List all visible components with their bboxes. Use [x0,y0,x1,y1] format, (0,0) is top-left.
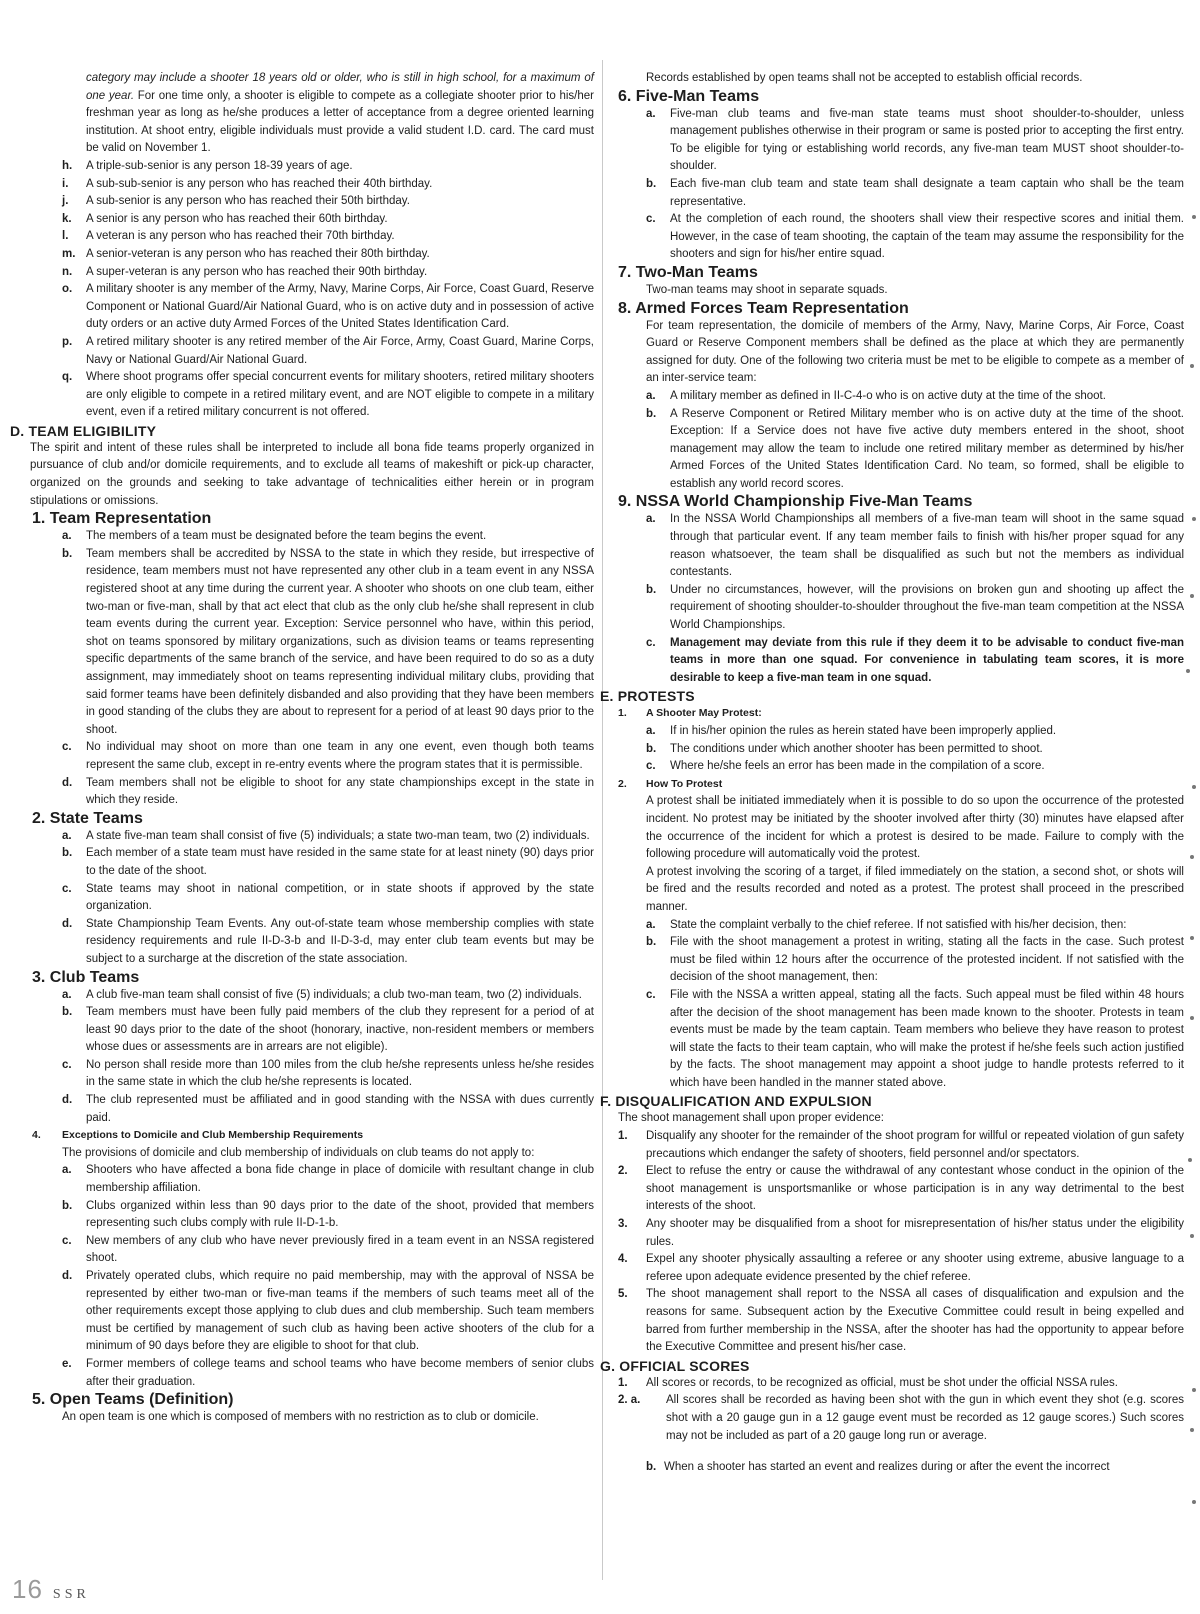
subheading-exceptions: 4. Exceptions to Domicile and Club Membership Requirements [32,1129,364,1142]
list-item: d. Privately operated clubs, which require no paid membership, may with the approval of NSSA be represented by either two-man or five-man teams if the members of such teams meet all of the other requirements except those applying to club dues and club membership. Such team members must be certified by management of such club as having been active shooters of the club for a minimum of 90 days before they are eligible to shoot for that club. [62,1270,594,1353]
how-to-protest-paragraph-1: A protest shall be initiated immediately when it is possible to do so upon the occurrence of the protested incident. No protest may be initiated by the shooter involved after thirty (30) minutes have elapsed after the occurrence of the incident for which a protest is desired to be made. Failure to comply with the following procedure will automatically void the protest. [646,795,1184,861]
margin-mark [1190,594,1194,598]
subheading-team-representation: 1. Team Representation [32,510,212,528]
list-item: 1. All scores or records, to be recognized as official, must be shot under the official NSSA rules. [618,1376,1118,1389]
publication-name: SSR [52,1587,90,1602]
team-eligibility-intro: The spirit and intent of these rules shall be interpreted to include all bona fide teams properly organized in pursuance of club and/or domicile requirements, and to exclude all teams of makeshift or pick-up character, organized on the grounds and seeking to take advantage of technicalities either herein or in program stipulations or omissions. [30,441,594,507]
list-item: b. A Reserve Component or Retired Military member who is on active duty at the time of the shoot. Exception: If a Service does not have five active duty members entered in the shoot, shoot management may allow the team to include one retired military member as determined by his/her Armed Forces of the United States Identification Card. No team, so formed, shall be eligible to establish any world record scores. [646,407,1184,490]
list-item: 3. Any shooter may be disqualified from a shoot for misrepresentation of his/her status under the eligibility rules. [618,1218,1184,1248]
list-item: q. Where shoot programs offer special concurrent events for military shooters, retired military shooters are only eligible to compete in a retired military event, and are NOT eligible to compete in a military event, even if a retired military concurrent is not offered. [62,371,594,419]
list-item: c. Management may deviate from this rule if they deem it to be advisable to conduct five-man teams in more than one squad. For convenience in tabulating team scores, it is more desirable to keep a five-man team in one squad. [646,636,1184,684]
column-divider [602,60,603,1580]
margin-mark [1190,1016,1194,1020]
margin-mark [1190,1428,1194,1432]
subheading-two-man-teams: 7. Two-Man Teams [618,263,758,281]
subheading-open-teams: 5. Open Teams (Definition) [32,1391,234,1409]
margin-mark [1192,1388,1196,1392]
margin-mark [1192,517,1196,521]
subheading-club-teams: 3. Club Teams [32,968,140,986]
exceptions-intro: The provisions of domicile and club membership of individuals on club teams do not apply to: [62,1146,535,1159]
subheading-five-man-teams: 6. Five-Man Teams [618,87,760,105]
margin-mark [1190,364,1194,368]
list-item: a. If in his/her opinion the rules as herein stated have been improperly applied. [646,725,1057,737]
margin-mark [1192,785,1196,789]
list-item: d. Team members shall not be eligible to shoot for any state championships except in the state in which they reside. [62,776,594,807]
list-item: b. Under no circumstances, however, will the provisions on broken gun and shooting up affect the requirement of shooting shoulder-to-shoulder throughout the five-man team competition at the NSSA World Championships. [646,583,1184,632]
list-item: 5. The shoot management shall report to the NSSA all cases of disqualification and expulsion and the reasons for same. Subsequent action by the Executive Committee could result in being expelled and barred from further membership in the NSSA, after the shooter has had the opportunity to appear before the Executive Committee and present his/her case. [618,1288,1184,1354]
list-item: 2. a. All scores shall be recorded as having been shot with the gun in which event they shot (e.g. scores shot with a 20 gauge gun in a 12 gauge event must be recorded as 12 gauge scores.) Such scores may not be included as part of a 20 gauge long run or average. [618,1394,1184,1442]
list-item: a. The members of a team must be designated before the team begins the event. [62,530,487,543]
list-item: a. A club five-man team shall consist of five (5) individuals; a club two-man team, two (2) individuals. [62,988,582,1001]
margin-mark [1190,936,1194,940]
list-item: b. Each member of a state team must have resided in the same state for at least ninety (90) days prior to the date of the shoot. [62,847,594,877]
right-column [600,70,1184,1477]
list-item: a. Five-man club teams and five-man state teams must shoot shoulder-to-shoulder, unless management publishes otherwise in their program or same is posted prior to accepting the first entry. To be eligible for tying or establishing world records, any five-man team MUST shoot shoulder-to-shoulder. [646,107,1184,173]
list-item: a. A state five-man team shall consist of five (5) individuals; a state two-man team, two (2) individuals. [62,829,590,842]
margin-mark [1190,855,1194,859]
list-item: a. State the complaint verbally to the chief referee. If not satisfied with his/her decision, then: [646,918,1127,931]
list-item: e. Former members of college teams and school teams who have become members of senior clubs after their graduation. [62,1357,594,1388]
list-item: c. New members of any club who have never previously fired in a team event in an NSSA registered shoot. [62,1234,594,1265]
subheading-how-to-protest: 2. How To Protest [618,777,723,790]
subheading-world-championship: 9. NSSA World Championship Five-Man Teams [618,493,973,511]
list-item: c. No person shall reside more than 100 miles from the club he/she represents unless he/she resides in the same state in which the club he/she represents is located. [62,1058,594,1089]
list-item: i. A sub-sub-senior is any person who has reached their 40th birthday. [62,177,433,190]
intro-paragraph [10,70,594,158]
list-item: a. A military member as defined in II-C-4-o who is on active duty at the time of the shoot. [646,389,1106,402]
section-heading-protests: E. PROTESTS [600,688,695,705]
list-item: n. A super-veteran is any person who has reached their 90th birthday. [62,265,428,278]
list-item: a. Shooters who have affected a bona fide change in place of domicile with resultant change in club membership affiliation. [62,1164,594,1195]
margin-mark [1192,1500,1196,1504]
class-list [10,158,594,422]
page-footer [12,1574,90,1605]
list-item: c. At the completion of each round, the shooters shall view their respective scores and initial them. However, in the case of team shooting, the captain of the team may assume the responsibility for the shooters and sign for his/her entire squad. [646,213,1184,261]
list-item: b. Each five-man club team and state team shall designate a team captain who shall be the team representative. [646,177,1184,208]
list-item: 1. Disqualify any shooter for the remainder of the shoot program for willful or repeated violation of gun safety precautions which endanger the safety of shooters, field personnel and/or spectators. [618,1130,1184,1160]
list-item: b. When a shooter has started an event and realizes during or after the event the incorrect [646,1461,1110,1474]
list-item: a. In the NSSA World Championships all members of a five-man team will shoot in the same squad through that particular event. If any team member fails to finish with his/her proper squad for any reason whatsoever, the team shall be disqualified as such but not the members as individual contestants. [646,513,1184,579]
margin-mark [1186,669,1190,673]
disqualification-intro: The shoot management shall upon proper evidence: [618,1112,884,1125]
list-item: 4. Expel any shooter physically assaulting a referee or any shooter using extreme, abusive language to a referee upon adequate evidence presented by the chief referee. [618,1253,1184,1283]
margin-mark [1188,1158,1192,1162]
page-number: 16 [12,1574,43,1604]
margin-mark [1190,1234,1194,1238]
list-item: b. The conditions under which another shooter has been permitted to shoot. [646,742,1043,755]
intro-italic: category may include a shooter 18 years old or older, who is still in high school, for a maximum of one year. [86,72,594,102]
list-item: h. A triple-sub-senior is any person 18-39 years of age. [62,159,353,172]
list-item: c. No individual may shoot on more than one team in any one event, even though both teams represent the same club, except in re-entry events where the program states that it is permissible. [62,741,594,771]
left-column [10,70,594,1427]
subheading-shooter-may-protest: 1. A Shooter May Protest: [618,707,762,720]
list-item: c. File with the NSSA a written appeal, stating all the facts. Such appeal must be filed within 48 hours after the decision of the shoot management has been made known to the shooter. Protests in team events must be made by the team captain. Team members who believe they have reason to protest will state the facts to their team captain, who will make the protest if he/she feels such action justified by the facts. The shoot management may appoint a shoot judge to handle protests referred to it which have been handled in the manner stated above. [646,988,1184,1089]
list-item: c. Where he/she feels an error has been made in the compilation of a score. [646,760,1045,773]
list-item: o. A military shooter is any member of the Army, Navy, Marine Corps, Air Force, Coast Guard, Reserve Component or National Guard/Air National Guard, who is on active duty and in possession of active duty orders or an active duty Armed Forces of the United States Identification Card. [62,283,594,331]
open-teams-continued: Records established by open teams shall not be accepted to establish official records. [646,72,1083,84]
list-item: c. State teams may shoot in national competition, or in state shoots if approved by the state organization. [62,882,594,913]
list-item: b. File with the shoot management a protest in writing, stating all the facts in the case. Such protest must be filed within 12 hours after the occurrence of the protested incident. If not satisfied with the decision of the shoot management, then: [646,936,1184,984]
list-item: l. A veteran is any person who has reached their 70th birthday. [62,230,395,243]
list-item: k. A senior is any person who has reached their 60th birthday. [62,212,388,225]
section-heading-official-scores: G. OFFICIAL SCORES [600,1357,750,1374]
armed-forces-intro: For team representation, the domicile of members of the Army, Navy, Marine Corps, Air Force, Coast Guard or Reserve Component members shall be defined as the place at which they are permanently assigned for duty. One of the following two criteria must be met to be eligible to compete as a member of an inter-service team: [646,319,1184,385]
how-to-protest-paragraph-2: A protest involving the scoring of a target, if filed immediately on the station, a second shot, or shots will be fired and the results recorded and noted as a protest. The protest shall proceed in the prescribed manner. [646,865,1184,913]
list-item: j. A sub-senior is any person who has reached their 50th birthday. [62,195,410,208]
list-item: 2. Elect to refuse the entry or cause the withdrawal of any contestant whose conduct in the opinion of the shoot management is unsportsmanlike or whose participation is in any way detrimental to the best interests of the shoot. [618,1165,1184,1213]
subheading-state-teams: 2. State Teams [32,809,143,827]
margin-mark [1192,215,1196,219]
intro-rest: For one time only, a shooter is eligible to compete as a collegiate shooter prior to his/her freshman year as long as he/she produces a letter of acceptance from a degree oriented learning institution. At shoot entry, eligible individuals must provide a valid student I.D. card. The card must be valid on November 1. [86,89,594,155]
list-item: b. Team members must have been fully paid members of the club they represent for a period of at least 90 days prior to the date of the shoot (honorary, inactive, non-resident members or members whose dues or assessments are in arrears are not eligible). [62,1006,594,1054]
list-item: d. The club represented must be affiliated and in good standing with the NSSA with dues currently paid. [62,1094,594,1124]
open-teams-text: An open team is one which is composed of members with no restriction as to club or domicile. [62,1411,539,1424]
section-heading-team-eligibility: D. TEAM ELIGIBILITY [10,422,157,439]
section-heading-disqualification: F. DISQUALIFICATION AND EXPULSION [600,1093,872,1110]
two-man-text: Two-man teams may shoot in separate squads. [646,283,888,296]
list-item: p. A retired military shooter is any retired member of the Air Force, Army, Coast Guard, Marine Corps, Navy or National Guard/Air National Guard. [62,335,594,366]
list-item: m. A senior-veteran is any person who has reached their 80th birthday. [62,247,430,260]
list-item: b. Team members shall be accredited by NSSA to the state in which they reside, but irrespective of residence, team members must not have represented any other club in a team event in any NSSA registered shoot at any time during the current year. A shooter who shoots on one club team, either two-man or five-man, shall by that act elect that club as the only club he/she shall represent in club team events during the current year. Exception: Service personnel who have, within this period, shot on teams sponsored by military organizations, such as division teams or teams representing specific departments of the same branch of the service, and have been required to do so as a duty assignment, may immediately shoot on teams representing individual military clubs, providing that said former teams have been definitely disbanded and also providing that they have been members in good standing of the clubs they are about to represent for a period of at least 90 days prior to the shoot. [62,547,594,736]
list-item: b. Clubs organized within less than 90 days prior to the date of the shoot, provided that members representing such clubs comply with rule II-D-1-b. [62,1199,594,1230]
subheading-armed-forces: 8. Armed Forces Team Representation [618,299,909,317]
list-item: d. State Championship Team Events. Any out-of-state team whose membership complies with state residency requirements and rule II-D-3-b and II-D-3-d, may enter club team events but may be subject to a surcharge at the discretion of the state association. [62,917,594,965]
